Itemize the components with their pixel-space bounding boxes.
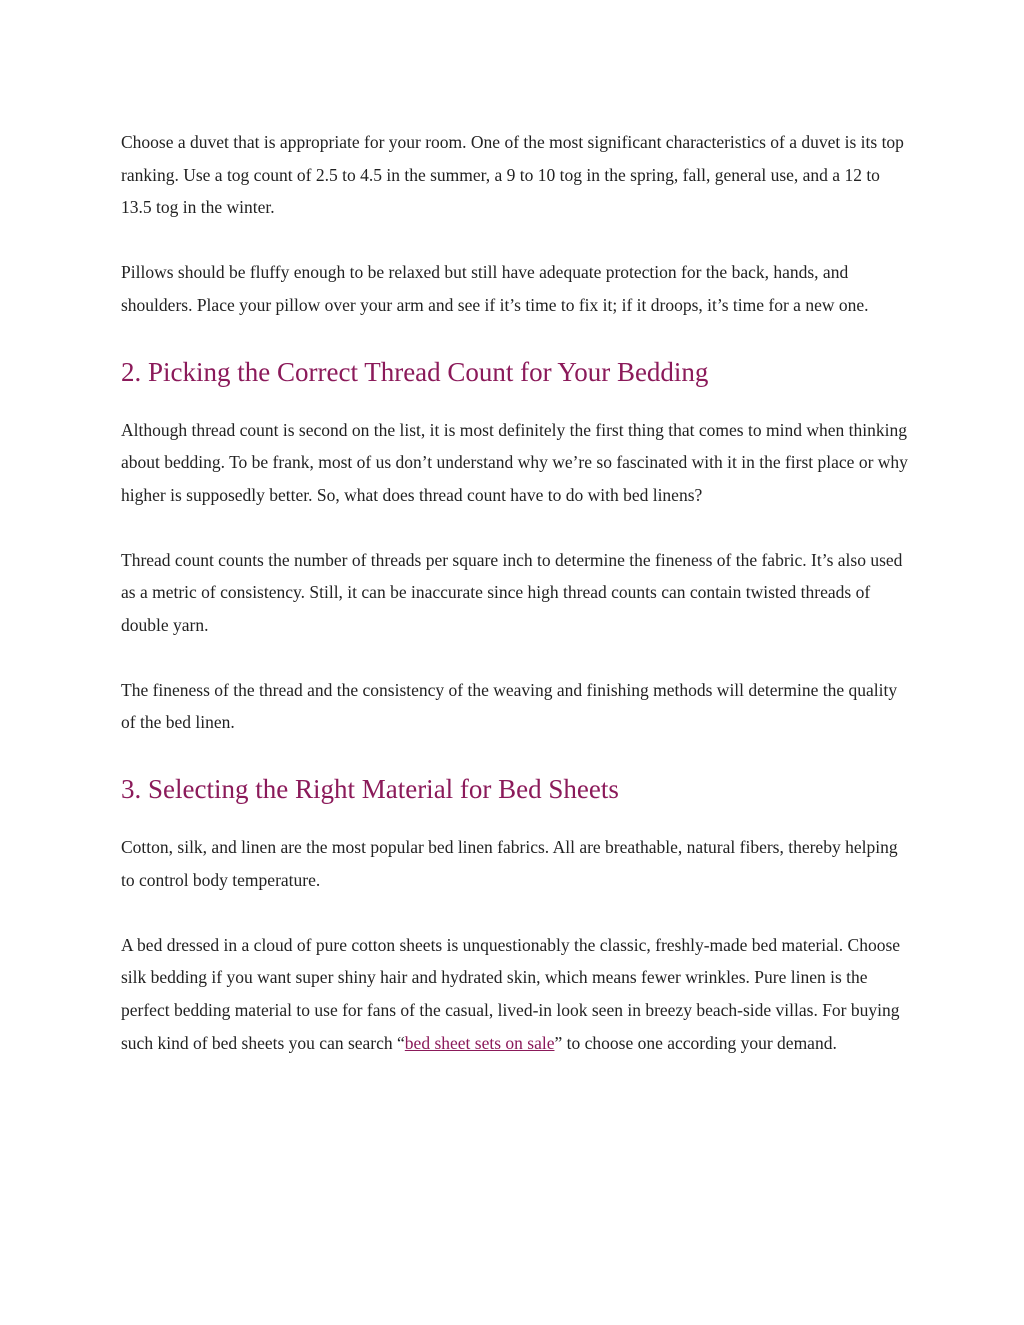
section-2-heading: 2. Picking the Correct Thread Count for Your Bedding	[121, 356, 709, 387]
material-paragraph-2	[121, 929, 911, 1060]
document-page	[121, 126, 911, 1091]
bed-sheet-sets-link[interactable]: bed sheet sets on sale	[404, 1032, 555, 1053]
thread-count-paragraph-1: Although thread count is second on the list, it is most definitely the first thing that comes to mind when thinking about bedding. To be frank, most of us don’t understand why we’re so fascinated with it in the first place or why higher is supposedly better. So, what does thread count have to do with bed linens?	[121, 419, 908, 505]
pillows-paragraph: Pillows should be fluffy enough to be relaxed but still have adequate protection for the back, hands, and shoulders. Place your pillow over your arm and see if it’s time to fix it; if it droops, it’s time for a new one.	[121, 262, 869, 315]
material-paragraph-2-text-after: ” to choose one according your demand.	[554, 1032, 837, 1053]
thread-count-paragraph-3: The fineness of the thread and the consistency of the weaving and finishing methods will determine the quality of the bed linen.	[121, 679, 898, 733]
material-paragraph-1: Cotton, silk, and linen are the most popular bed linen fabrics. All are breathable, natural fibers, thereby helping to control body temperature.	[121, 837, 898, 890]
thread-count-paragraph-2: Thread count counts the number of threads per square inch to determine the fineness of the fabric. It’s also used as a metric of consistency. Still, it can be inaccurate since high thread counts can contain twisted threads of double yarn.	[121, 549, 903, 636]
duvet-paragraph: Choose a duvet that is appropriate for your room. One of the most significant characteristics of a duvet is its top ranking. Use a tog count of 2.5 to 4.5 in the summer, a 9 to 10 tog in the spring, fall, general use, and a 12 to 13.5 tog in the winter.	[121, 132, 904, 218]
section-3-heading: 3. Selecting the Right Material for Bed Sheets	[121, 774, 619, 805]
material-paragraph-2-text-before: A bed dressed in a cloud of pure cotton sheets is unquestionably the classic, freshly-made bed material. Choose silk bedding if you want super shiny hair and hydrated skin, which means fewer wrinkles. Pure linen is the perfect bedding material to use for fans of the casual, lived-in look seen in breezy beach-side villas. For buying such kind of bed sheets you can search “	[121, 934, 901, 1053]
